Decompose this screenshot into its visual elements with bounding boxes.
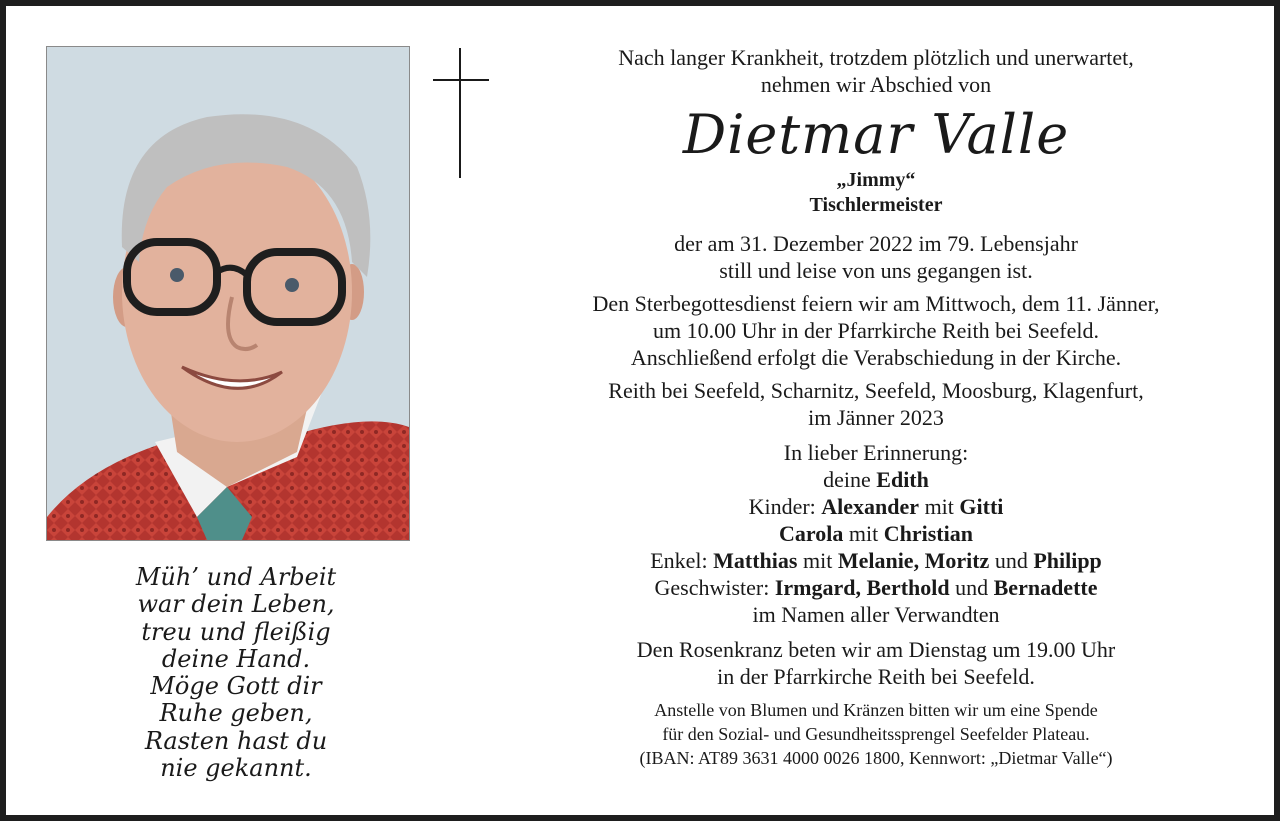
poem-line: Rasten hast du bbox=[144, 726, 328, 755]
poem-line: Ruhe geben, bbox=[159, 699, 313, 728]
mourner-label: Geschwister: bbox=[654, 575, 770, 600]
mourner-text: mit bbox=[848, 521, 879, 546]
portrait-photo bbox=[46, 46, 410, 541]
mourner-text: und bbox=[994, 548, 1028, 573]
intro-line: nehmen wir Abschied von bbox=[760, 72, 992, 97]
nickname: „Jimmy“ bbox=[836, 169, 916, 191]
poem-line: nie gekannt. bbox=[160, 754, 312, 783]
mourner-label: Enkel: bbox=[650, 548, 708, 573]
poem-line: war dein Leben, bbox=[137, 590, 335, 619]
mourner-text: mit bbox=[924, 494, 954, 519]
mourner-name: Edith bbox=[876, 467, 929, 492]
mourners-heading: In lieber Erinnerung: bbox=[783, 440, 969, 465]
mourner-name: Alexander bbox=[821, 494, 920, 519]
mourner-name: Gitti bbox=[959, 494, 1004, 519]
rosary-line: in der Pfarrkirche Reith bei Seefeld. bbox=[717, 664, 1035, 689]
mourner-text: und bbox=[955, 575, 989, 600]
donation-line: Anstelle von Blumen und Kränzen bitten wir um eine Spende bbox=[654, 700, 1098, 720]
mourner-name: Matthias bbox=[713, 548, 798, 573]
memorial-poem bbox=[46, 564, 426, 782]
obituary-text bbox=[506, 44, 1246, 770]
poem-line: Möge Gott dir bbox=[150, 672, 322, 701]
mourner-relatives: im Namen aller Verwandten bbox=[752, 602, 1000, 627]
mourner-name: Melanie, Moritz bbox=[837, 548, 990, 573]
rosary-line: Den Rosenkranz beten wir am Dienstag um 19.00 Uhr bbox=[636, 637, 1116, 662]
mourner-name: Philipp bbox=[1033, 548, 1102, 573]
donation-line: (IBAN: AT89 3631 4000 0026 1800, Kennwort: „Dietmar Valle“) bbox=[639, 748, 1113, 768]
places-line: im Jänner 2023 bbox=[808, 405, 944, 430]
poem-line: Müh’ und Arbeit bbox=[135, 563, 337, 591]
mourner-children bbox=[506, 493, 1246, 520]
donation-line: für den Sozial- und Gesundheitssprengel Seefelder Plateau. bbox=[662, 724, 1090, 744]
death-line: der am 31. Dezember 2022 im 79. Lebensjahr bbox=[674, 231, 1078, 256]
mourner-text: mit bbox=[802, 548, 833, 573]
intro-line: Nach langer Krankheit, trotzdem plötzlich und unerwartet, bbox=[618, 45, 1134, 70]
funeral-line: Den Sterbegottesdienst feiern wir am Mittwoch, dem 11. Jänner, bbox=[592, 291, 1160, 316]
mourner-wife bbox=[506, 466, 1246, 493]
mourner-siblings bbox=[506, 574, 1246, 601]
mourner-children-2 bbox=[506, 520, 1246, 547]
mourner-text: deine bbox=[823, 467, 871, 492]
cross-icon-vertical bbox=[459, 48, 461, 178]
profession: Tischlermeister bbox=[809, 194, 943, 216]
death-line: still und leise von uns gegangen ist. bbox=[719, 258, 1033, 283]
poem-line: deine Hand. bbox=[161, 644, 311, 673]
cross-icon-horizontal bbox=[433, 79, 489, 81]
mourner-label: Kinder: bbox=[748, 494, 816, 519]
poem-line: treu und fleißig bbox=[141, 617, 331, 646]
mourner-name: Irmgard, Berthold bbox=[774, 575, 950, 600]
mourner-grandchildren bbox=[506, 547, 1246, 574]
deceased-name: Dietmar Valle bbox=[682, 103, 1070, 166]
mourner-name: Christian bbox=[883, 521, 973, 546]
mourner-name: Bernadette bbox=[993, 575, 1098, 600]
funeral-line: Anschließend erfolgt die Verabschiedung in der Kirche. bbox=[630, 345, 1122, 370]
funeral-line: um 10.00 Uhr in der Pfarrkirche Reith bei Seefeld. bbox=[653, 318, 1099, 343]
mourner-name: Carola bbox=[779, 521, 844, 546]
places-line: Reith bei Seefeld, Scharnitz, Seefeld, Moosburg, Klagenfurt, bbox=[608, 378, 1144, 403]
